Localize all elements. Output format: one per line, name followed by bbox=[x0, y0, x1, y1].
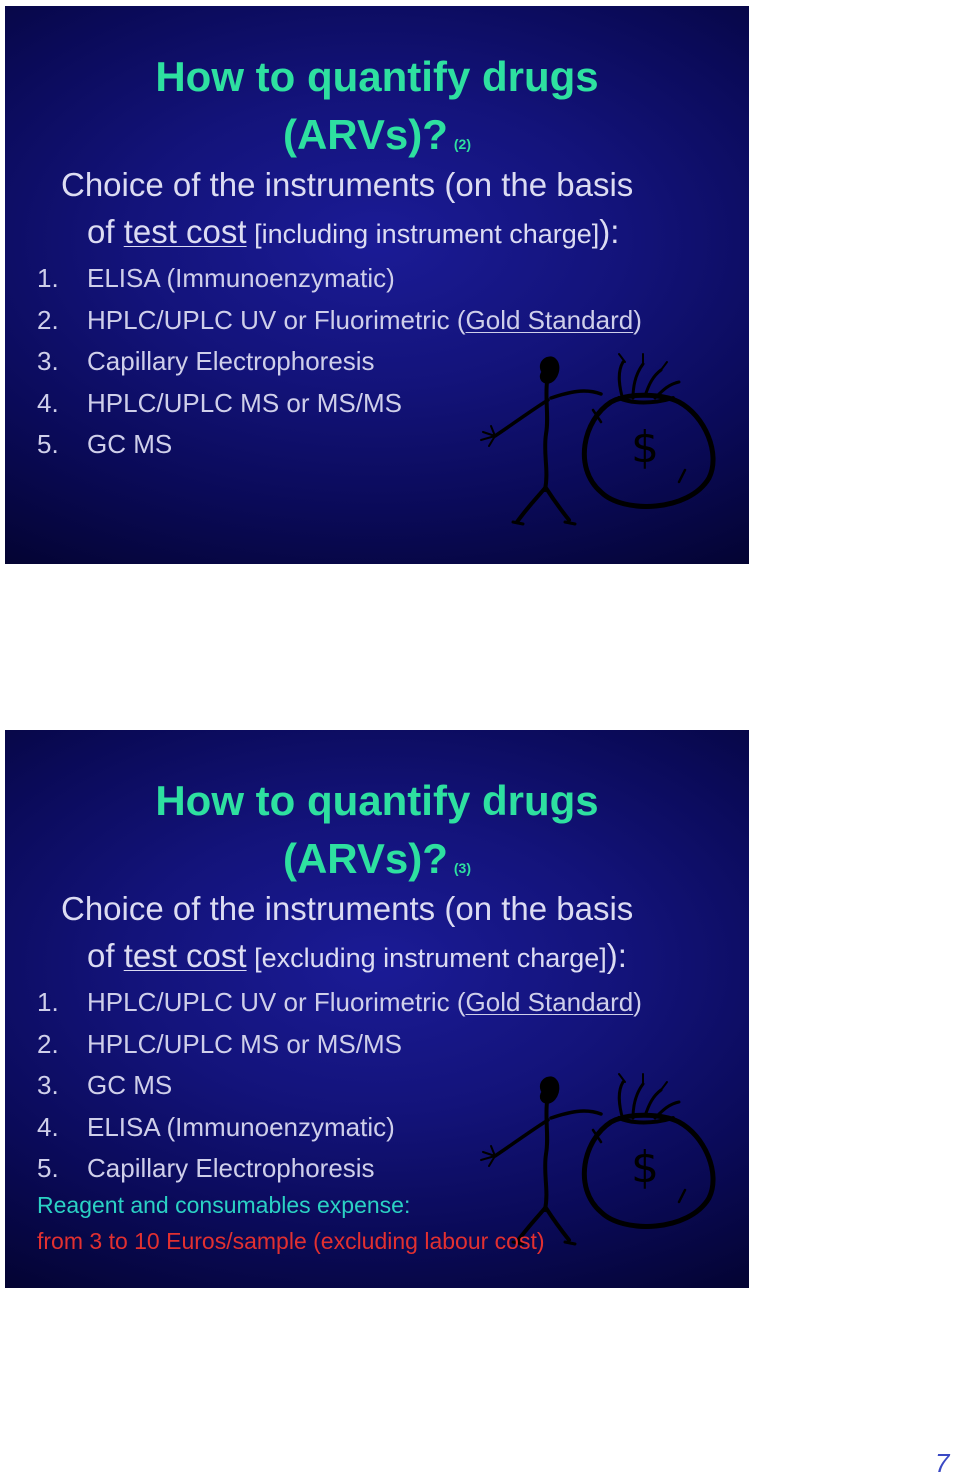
item-text: GC MS bbox=[87, 429, 173, 460]
item-number: 5. bbox=[37, 1153, 59, 1184]
title-line-2 bbox=[5, 836, 749, 891]
item-number: 3. bbox=[37, 346, 59, 377]
intro-end: ): bbox=[606, 937, 627, 974]
intro-line-1: Choice of the instruments (on the basis bbox=[61, 166, 634, 203]
intro-of: of bbox=[87, 213, 124, 250]
intro-line-2 bbox=[87, 937, 627, 975]
stick-figure-icon bbox=[481, 1078, 601, 1244]
intro-bracket: [including instrument charge] bbox=[246, 219, 600, 249]
item-number: 2. bbox=[37, 304, 59, 335]
intro-bracket: [excluding instrument charge] bbox=[246, 943, 607, 973]
person-with-money-bag-illustration bbox=[473, 350, 718, 530]
item-text: Capillary Electrophoresis bbox=[87, 346, 375, 377]
expense-note: Reagent and consumables expense: bbox=[37, 1192, 411, 1218]
expense-value: from 3 to 10 Euros/sample (excluding labour cost) bbox=[37, 1228, 545, 1254]
item-text-post: ) bbox=[633, 304, 642, 335]
item-number: 3. bbox=[37, 1070, 59, 1101]
title-text: (ARVs)? bbox=[282, 111, 448, 158]
item-number: 1. bbox=[37, 263, 59, 293]
dollar-sign: $ bbox=[631, 422, 659, 473]
list-item bbox=[37, 1024, 642, 1066]
intro-test-cost: test cost bbox=[123, 937, 247, 974]
item-number: 2. bbox=[37, 1028, 59, 1059]
item-text: Capillary Electrophoresis bbox=[87, 1153, 375, 1184]
item-text: HPLC/UPLC MS or MS/MS bbox=[87, 1028, 402, 1059]
item-number: 5. bbox=[37, 429, 59, 460]
title-line-2 bbox=[5, 112, 749, 167]
page-number: 7 bbox=[935, 1448, 950, 1478]
slide-number-label: (3) bbox=[453, 860, 472, 876]
slide-number-label: (2) bbox=[453, 136, 472, 152]
intro-line-1: Choice of the instruments (on the basis bbox=[61, 890, 634, 927]
item-text: ELISA (Immunoenzymatic) bbox=[87, 1111, 395, 1142]
item-text: ELISA (Immunoenzymatic) bbox=[87, 263, 395, 293]
slide-3 bbox=[5, 730, 749, 1288]
item-number: 1. bbox=[37, 987, 59, 1017]
item-text: HPLC/UPLC MS or MS/MS bbox=[87, 387, 402, 418]
list-item bbox=[37, 300, 642, 342]
item-number: 4. bbox=[37, 387, 59, 418]
money-bag-icon bbox=[584, 354, 713, 506]
gold-standard-label: Gold Standard bbox=[465, 987, 634, 1017]
title-text: (ARVs)? bbox=[282, 835, 448, 882]
title-line-1: How to quantify drugs bbox=[155, 777, 599, 824]
intro-of: of bbox=[87, 937, 124, 974]
intro-end: ): bbox=[599, 213, 620, 250]
intro-line-2 bbox=[87, 213, 619, 251]
list-item bbox=[37, 258, 642, 300]
item-text: GC MS bbox=[87, 1070, 173, 1101]
stick-figure-icon bbox=[481, 358, 601, 524]
dollar-sign: $ bbox=[631, 1142, 659, 1193]
item-text-pre: HPLC/UPLC UV or Fluorimetric ( bbox=[87, 987, 466, 1017]
slide-2 bbox=[5, 6, 749, 564]
item-text-post: ) bbox=[633, 987, 642, 1017]
person-with-money-bag-illustration bbox=[473, 1070, 718, 1250]
intro-test-cost: test cost bbox=[123, 213, 247, 250]
item-text-pre: HPLC/UPLC UV or Fluorimetric ( bbox=[87, 304, 466, 335]
gold-standard-label: Gold Standard bbox=[465, 304, 634, 335]
list-item bbox=[37, 982, 642, 1024]
title-line-1: How to quantify drugs bbox=[155, 53, 599, 100]
item-number: 4. bbox=[37, 1111, 59, 1142]
money-bag-icon bbox=[584, 1074, 713, 1226]
